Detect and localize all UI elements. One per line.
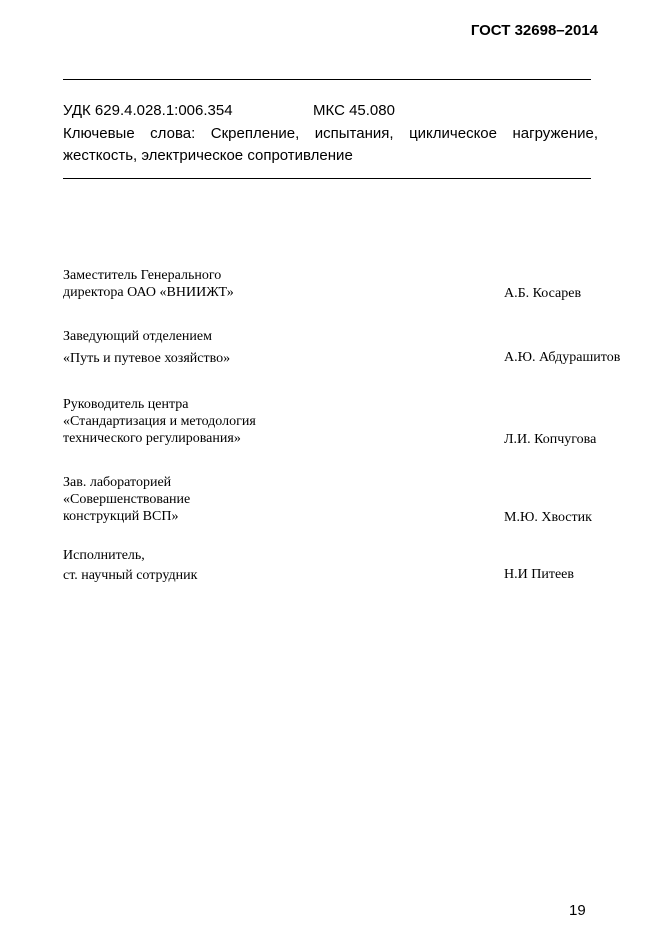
position-line: технического регулирования» [63,431,241,446]
position-line: Заместитель Генерального [63,268,222,283]
top-divider [63,79,591,80]
bottom-divider [63,178,591,179]
position-line: Исполнитель, [63,548,145,563]
position-line: «Путь и путевое хозяйство» [63,351,231,366]
udk-line [63,102,395,119]
signature-position-2 [63,328,230,367]
signature-position-4 [63,474,190,525]
signatory-name-5: Н.И Питеев [504,567,574,582]
signature-position-5 [63,547,197,584]
page-number: 19 [569,902,586,919]
signatory-name-4: М.Ю. Хвостик [504,510,592,525]
signatory-name-3: Л.И. Копчугова [504,432,597,447]
signatory-name-1: А.Б. Косарев [504,286,582,301]
signatory-name-2: А.Ю. Абдурашитов [504,350,621,365]
signature-position-1 [63,267,234,301]
signature-position-3 [63,396,256,447]
keywords: Ключевые слова: Скрепление, испытания, циклическое нагружение, жесткость, электрическое сопротивление [63,125,598,164]
position-line: конструкций ВСП» [63,509,179,524]
position-line: «Стандартизация и методология [63,414,256,429]
position-line: «Совершенствование [63,492,191,507]
position-line: Зав. лабораторией [63,475,172,490]
udk-code: УДК 629.4.028.1:006.354 [63,102,233,119]
position-line: Руководитель центра [63,397,189,412]
standard-designation: ГОСТ 32698–2014 [470,22,598,39]
position-line: Заведующий отделением [63,329,212,344]
mks-code: МКС 45.080 [313,102,395,119]
position-line: директора ОАО «ВНИИЖТ» [63,285,234,300]
position-line: ст. научный сотрудник [63,568,198,583]
